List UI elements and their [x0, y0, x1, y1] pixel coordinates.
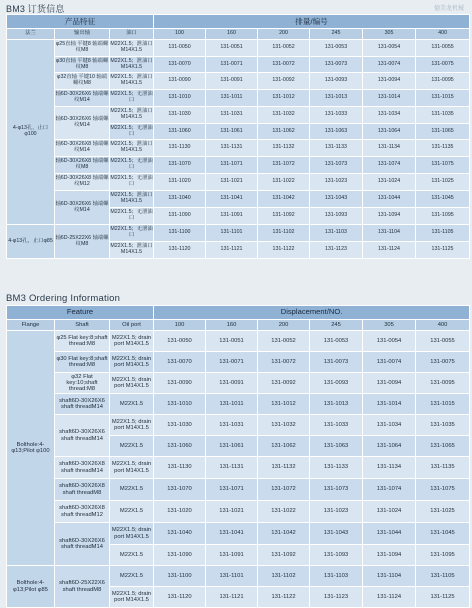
- part-number-cell: 131-1095: [416, 545, 470, 566]
- part-number-cell: 131-1061: [206, 436, 258, 457]
- displacement-col-245: 245: [310, 29, 363, 40]
- oil-port-cell: M22X1.5；无泄油口: [110, 225, 154, 242]
- part-number-cell: 131-1040: [154, 191, 206, 208]
- part-number-cell: 131-1094: [363, 208, 416, 225]
- part-number-cell: 131-1021: [206, 501, 258, 523]
- table-row: [7, 90, 470, 107]
- flange-cell: Bolthole:4-φ13;Pilot φ100: [7, 331, 55, 566]
- table-row: [7, 331, 470, 352]
- part-number-cell: 131-1033: [310, 107, 363, 124]
- part-number-cell: 131-1072: [258, 157, 310, 174]
- part-number-cell: 131-1034: [363, 107, 416, 124]
- table-row: [7, 191, 470, 208]
- part-number-cell: 131-1122: [258, 587, 310, 608]
- part-number-cell: 131-0071: [206, 57, 258, 73]
- oil-port-cell: M22X1.5；泄油口M14X1.5: [110, 73, 154, 90]
- table-row: [7, 479, 470, 501]
- watermark: 德美龙机械: [433, 6, 464, 12]
- part-number-cell: 131-1131: [206, 457, 258, 479]
- part-number-cell: 131-0092: [258, 73, 310, 90]
- displacement-col-100: 100: [154, 320, 206, 331]
- table-row: [7, 140, 470, 157]
- part-number-cell: 131-1030: [154, 107, 206, 124]
- oil-port-cell: M22X1.5；无泄油口: [110, 124, 154, 140]
- part-number-cell: 131-1105: [416, 566, 470, 587]
- part-number-cell: 131-0073: [310, 352, 363, 373]
- feature-header: Feature: [7, 306, 154, 320]
- part-number-cell: 131-0095: [416, 373, 470, 394]
- shaft-cell: φ30 Flat key:8;shaft thread:M8: [55, 352, 110, 373]
- part-number-cell: 131-1121: [206, 587, 258, 608]
- part-number-cell: 131-1105: [416, 225, 470, 242]
- part-number-cell: 131-1090: [154, 208, 206, 225]
- part-number-cell: 131-1065: [416, 124, 470, 140]
- oil-port-cell: M22X1.5；泄油口M14X1.5: [110, 107, 154, 124]
- oil-port-cell: M22X1.5；无泄油口: [110, 157, 154, 174]
- oil-port-cell: M22X1.5; drain port M14X1.5: [110, 331, 154, 352]
- part-number-cell: 131-0052: [258, 331, 310, 352]
- oil-port-cell: M22X1.5；无泄油口: [110, 174, 154, 191]
- part-number-cell: 131-1043: [310, 523, 363, 545]
- oil-port-cell: M22X1.5; drain port M14X1.5: [110, 523, 154, 545]
- part-number-cell: 131-0070: [154, 57, 206, 73]
- part-number-cell: 131-1042: [258, 523, 310, 545]
- part-number-cell: 131-1124: [363, 587, 416, 608]
- part-number-cell: 131-0055: [416, 331, 470, 352]
- part-number-cell: 131-1065: [416, 436, 470, 457]
- part-number-cell: 131-1013: [310, 90, 363, 107]
- displacement-col-160: 160: [206, 320, 258, 331]
- part-number-cell: 131-1044: [363, 191, 416, 208]
- part-number-cell: 131-0094: [363, 373, 416, 394]
- oil-port-cell: M22X1.5; drain port M14X1.5: [110, 457, 154, 479]
- part-number-cell: 131-1032: [258, 415, 310, 436]
- part-number-cell: 131-1071: [206, 157, 258, 174]
- displacement-col-305: 305: [363, 29, 416, 40]
- part-number-cell: 131-0091: [206, 73, 258, 90]
- part-number-cell: 131-1075: [416, 157, 470, 174]
- part-number-cell: 131-1072: [258, 479, 310, 501]
- part-number-cell: 131-1064: [363, 124, 416, 140]
- part-number-cell: 131-1073: [310, 157, 363, 174]
- part-number-cell: 131-1063: [310, 124, 363, 140]
- table-row: [7, 523, 470, 545]
- shaft-cell: 轴6D-30X26X6 轴端螺纹M14: [55, 191, 110, 225]
- part-number-cell: 131-1020: [154, 174, 206, 191]
- flange-cell: 4-φ13孔，止口φ85: [7, 225, 55, 259]
- oil-port-cell: M22X1.5: [110, 394, 154, 415]
- part-number-cell: 131-1021: [206, 174, 258, 191]
- table-row: [7, 501, 470, 523]
- part-number-cell: 131-1031: [206, 107, 258, 124]
- part-number-cell: 131-1023: [310, 174, 363, 191]
- part-number-cell: 131-1060: [154, 436, 206, 457]
- part-number-cell: 131-1041: [206, 191, 258, 208]
- part-number-cell: 131-1074: [363, 479, 416, 501]
- shaft-cell: shaft6D-30X26X8 shaft threadM8: [55, 479, 110, 501]
- part-number-cell: 131-1130: [154, 140, 206, 157]
- part-number-cell: 131-1035: [416, 107, 470, 124]
- part-number-cell: 131-0074: [363, 57, 416, 73]
- part-number-cell: 131-0093: [310, 73, 363, 90]
- part-number-cell: 131-1022: [258, 174, 310, 191]
- part-number-cell: 131-1120: [154, 587, 206, 608]
- part-number-cell: 131-0093: [310, 373, 363, 394]
- flange-cell: 4-φ13孔，止口φ100: [7, 40, 55, 225]
- part-number-cell: 131-1020: [154, 501, 206, 523]
- part-number-cell: 131-1104: [363, 225, 416, 242]
- part-number-cell: 131-1135: [416, 140, 470, 157]
- part-number-cell: 131-0051: [206, 40, 258, 57]
- shaft-cell: φ30直轴 平键8 轴端螺纹M8: [55, 57, 110, 73]
- part-number-cell: 131-0075: [416, 57, 470, 73]
- oil-port-cell: M22X1.5: [110, 479, 154, 501]
- part-number-cell: 131-1130: [154, 457, 206, 479]
- part-number-cell: 131-1100: [154, 566, 206, 587]
- part-number-cell: 131-0074: [363, 352, 416, 373]
- part-number-cell: 131-1041: [206, 523, 258, 545]
- table-row: [7, 394, 470, 415]
- part-number-cell: 131-1134: [363, 457, 416, 479]
- oil-port-cell: M22X1.5; drain port M14X1.5: [110, 415, 154, 436]
- part-number-cell: 131-1125: [416, 242, 470, 259]
- table-row: [7, 352, 470, 373]
- part-number-cell: 131-1135: [416, 457, 470, 479]
- part-number-cell: 131-1070: [154, 479, 206, 501]
- part-number-cell: 131-0075: [416, 352, 470, 373]
- part-number-cell: 131-1012: [258, 394, 310, 415]
- part-number-cell: 131-1010: [154, 394, 206, 415]
- part-number-cell: 131-1092: [258, 208, 310, 225]
- part-number-cell: 131-1060: [154, 124, 206, 140]
- part-number-cell: 131-1074: [363, 157, 416, 174]
- oil-port-cell: M22X1.5: [110, 545, 154, 566]
- part-number-cell: 131-1061: [206, 124, 258, 140]
- part-number-cell: 131-0090: [154, 373, 206, 394]
- part-number-cell: 131-1123: [310, 587, 363, 608]
- part-number-cell: 131-1092: [258, 545, 310, 566]
- flange-cell: Bolthole:4-φ13;Pilot φ85: [7, 566, 55, 608]
- part-number-cell: 131-0092: [258, 373, 310, 394]
- part-number-cell: 131-0072: [258, 57, 310, 73]
- part-number-cell: 131-1043: [310, 191, 363, 208]
- part-number-cell: 131-1095: [416, 208, 470, 225]
- part-number-cell: 131-1025: [416, 174, 470, 191]
- part-number-cell: 131-0053: [310, 331, 363, 352]
- part-number-cell: 131-1073: [310, 479, 363, 501]
- part-number-cell: 131-1132: [258, 140, 310, 157]
- part-number-cell: 131-1093: [310, 208, 363, 225]
- part-number-cell: 131-1125: [416, 587, 470, 608]
- part-number-cell: 131-1070: [154, 157, 206, 174]
- part-number-cell: 131-1011: [206, 90, 258, 107]
- shaft-cell: 轴6D-30X26X8 轴端螺纹M12: [55, 174, 110, 191]
- part-number-cell: 131-0054: [363, 40, 416, 57]
- part-number-cell: 131-1014: [363, 90, 416, 107]
- part-number-cell: 131-1040: [154, 523, 206, 545]
- part-number-cell: 131-0095: [416, 73, 470, 90]
- displacement-col-305: 305: [363, 320, 416, 331]
- table-row: [7, 73, 470, 90]
- part-number-cell: 131-1023: [310, 501, 363, 523]
- oil-port-cell: M22X1.5；泄油口M14X1.5: [110, 191, 154, 208]
- table-row: [7, 57, 470, 73]
- part-number-cell: 131-0070: [154, 352, 206, 373]
- part-number-cell: 131-1024: [363, 174, 416, 191]
- part-number-cell: 131-1071: [206, 479, 258, 501]
- shaft-header: 输出轴: [55, 29, 110, 40]
- part-number-cell: 131-1024: [363, 501, 416, 523]
- shaft-cell: φ32 Flat key:10;shaft thread:M8: [55, 373, 110, 394]
- oil-port-cell: M22X1.5; drain port M14X1.5: [110, 587, 154, 608]
- part-number-cell: 131-1120: [154, 242, 206, 259]
- part-number-cell: 131-1103: [310, 225, 363, 242]
- part-number-cell: 131-1062: [258, 436, 310, 457]
- part-number-cell: 131-1103: [310, 566, 363, 587]
- subheader-row: [7, 320, 470, 331]
- shaft-cell: 轴6D-25X22X6 轴端螺纹M8: [55, 225, 110, 259]
- header-row: [7, 15, 470, 29]
- part-number-cell: 131-1101: [206, 225, 258, 242]
- displacement-col-400: 400: [416, 320, 470, 331]
- oil-port-cell: M22X1.5: [110, 566, 154, 587]
- part-number-cell: 131-0071: [206, 352, 258, 373]
- part-number-cell: 131-0050: [154, 40, 206, 57]
- part-number-cell: 131-1132: [258, 457, 310, 479]
- shaft-header: Shaft: [55, 320, 110, 331]
- table-row: [7, 40, 470, 57]
- table-row: [7, 107, 470, 124]
- part-number-cell: 131-1033: [310, 415, 363, 436]
- part-number-cell: 131-1042: [258, 191, 310, 208]
- part-number-cell: 131-1045: [416, 191, 470, 208]
- part-number-cell: 131-1045: [416, 523, 470, 545]
- part-number-cell: 131-1102: [258, 225, 310, 242]
- displacement-col-245: 245: [310, 320, 363, 331]
- part-number-cell: 131-1035: [416, 415, 470, 436]
- oil-port-header: 油口: [110, 29, 154, 40]
- part-number-cell: 131-1093: [310, 545, 363, 566]
- table-row: [7, 225, 470, 242]
- part-number-cell: 131-1100: [154, 225, 206, 242]
- part-number-cell: 131-0051: [206, 331, 258, 352]
- shaft-cell: shaft6D-30X26X8 shaft threadM12: [55, 501, 110, 523]
- oil-port-cell: M22X1.5; drain port M14X1.5: [110, 352, 154, 373]
- cn-section-title: BM3 订货信息: [6, 4, 65, 14]
- part-number-cell: 131-1034: [363, 415, 416, 436]
- displacement-col-200: 200: [258, 29, 310, 40]
- part-number-cell: 131-1133: [310, 457, 363, 479]
- table-row: [7, 373, 470, 394]
- part-number-cell: 131-1025: [416, 501, 470, 523]
- part-number-cell: 131-1133: [310, 140, 363, 157]
- flange-header: 法兰: [7, 29, 55, 40]
- shaft-cell: φ32直轴 平键10 轴端螺纹M8: [55, 73, 110, 90]
- oil-port-cell: M22X1.5; drain port M14X1.5: [110, 373, 154, 394]
- part-number-cell: 131-1062: [258, 124, 310, 140]
- feature-header: 产品特征: [7, 15, 154, 29]
- part-number-cell: 131-1094: [363, 545, 416, 566]
- shaft-cell: 轴6D-30X26X8 轴端螺纹M8: [55, 157, 110, 174]
- oil-port-cell: M22X1.5；泄油口M14X1.5: [110, 140, 154, 157]
- shaft-cell: 轴6D-30X26X8 轴端螺纹M14: [55, 140, 110, 157]
- displacement-header: Displacement/NO.: [154, 306, 470, 320]
- oil-port-cell: M22X1.5；泄油口M14X1.5: [110, 40, 154, 57]
- part-number-cell: 131-1123: [310, 242, 363, 259]
- part-number-cell: 131-1012: [258, 90, 310, 107]
- table-row: [7, 157, 470, 174]
- part-number-cell: 131-1063: [310, 436, 363, 457]
- part-number-cell: 131-1101: [206, 566, 258, 587]
- part-number-cell: 131-1064: [363, 436, 416, 457]
- shaft-cell: 轴6D-30X26X6 轴端螺纹M14: [55, 90, 110, 107]
- oil-port-header: Oil port: [110, 320, 154, 331]
- part-number-cell: 131-1091: [206, 208, 258, 225]
- shaft-cell: shaft6D-30X26X8 shaft threadM14: [55, 457, 110, 479]
- part-number-cell: 131-1090: [154, 545, 206, 566]
- displacement-col-400: 400: [416, 29, 470, 40]
- part-number-cell: 131-0050: [154, 331, 206, 352]
- part-number-cell: 131-1013: [310, 394, 363, 415]
- part-number-cell: 131-1124: [363, 242, 416, 259]
- part-number-cell: 131-1134: [363, 140, 416, 157]
- part-number-cell: 131-1104: [363, 566, 416, 587]
- shaft-cell: shaft6D-30X26X6 shaft threadM14: [55, 523, 110, 566]
- shaft-cell: shaft6D-30X26X6 shaft threadM14: [55, 394, 110, 415]
- oil-port-cell: M22X1.5；泄油口M14X1.5: [110, 57, 154, 73]
- part-number-cell: 131-1014: [363, 394, 416, 415]
- part-number-cell: 131-0090: [154, 73, 206, 90]
- flange-header: Flange: [7, 320, 55, 331]
- part-number-cell: 131-1031: [206, 415, 258, 436]
- part-number-cell: 131-1102: [258, 566, 310, 587]
- displacement-col-100: 100: [154, 29, 206, 40]
- oil-port-cell: M22X1.5；无泄油口: [110, 90, 154, 107]
- part-number-cell: 131-1015: [416, 90, 470, 107]
- oil-port-cell: M22X1.5: [110, 436, 154, 457]
- shaft-cell: shaft6D-30X26X6 shaft threadM14: [55, 415, 110, 457]
- shaft-cell: φ25 Flat key:8;shaft thread:M8: [55, 331, 110, 352]
- displacement-col-160: 160: [206, 29, 258, 40]
- part-number-cell: 131-1010: [154, 90, 206, 107]
- displacement-col-200: 200: [258, 320, 310, 331]
- part-number-cell: 131-0091: [206, 373, 258, 394]
- part-number-cell: 131-0094: [363, 73, 416, 90]
- part-number-cell: 131-1032: [258, 107, 310, 124]
- header-row: [7, 306, 470, 320]
- oil-port-cell: M22X1.5；无泄油口: [110, 208, 154, 225]
- part-number-cell: 131-0073: [310, 57, 363, 73]
- shaft-cell: 轴6D-30X26X6 轴端螺纹M14: [55, 107, 110, 140]
- part-number-cell: 131-1131: [206, 140, 258, 157]
- part-number-cell: 131-1022: [258, 501, 310, 523]
- shaft-cell: φ25直轴 平键8 轴端螺纹M8: [55, 40, 110, 57]
- table-row: [7, 415, 470, 436]
- part-number-cell: 131-1011: [206, 394, 258, 415]
- en-ordering-table: [6, 305, 470, 608]
- part-number-cell: 131-1044: [363, 523, 416, 545]
- table-row: [7, 457, 470, 479]
- part-number-cell: 131-1030: [154, 415, 206, 436]
- part-number-cell: 131-0055: [416, 40, 470, 57]
- part-number-cell: 131-1015: [416, 394, 470, 415]
- table-row: [7, 566, 470, 587]
- table-row: [7, 174, 470, 191]
- part-number-cell: 131-0054: [363, 331, 416, 352]
- part-number-cell: 131-0053: [310, 40, 363, 57]
- shaft-cell: shaft6D-25X22X6 shaft threadM8: [55, 566, 110, 608]
- part-number-cell: 131-0052: [258, 40, 310, 57]
- part-number-cell: 131-1075: [416, 479, 470, 501]
- en-section-title: BM3 Ordering Information: [6, 293, 121, 304]
- cn-ordering-table: [6, 14, 470, 259]
- oil-port-cell: M22X1.5: [110, 501, 154, 523]
- part-number-cell: 131-1091: [206, 545, 258, 566]
- part-number-cell: 131-1121: [206, 242, 258, 259]
- oil-port-cell: M22X1.5；泄油口M14X1.5: [110, 242, 154, 259]
- displacement-header: 排量/编号: [154, 15, 470, 29]
- subheader-row: [7, 29, 470, 40]
- part-number-cell: 131-0072: [258, 352, 310, 373]
- part-number-cell: 131-1122: [258, 242, 310, 259]
